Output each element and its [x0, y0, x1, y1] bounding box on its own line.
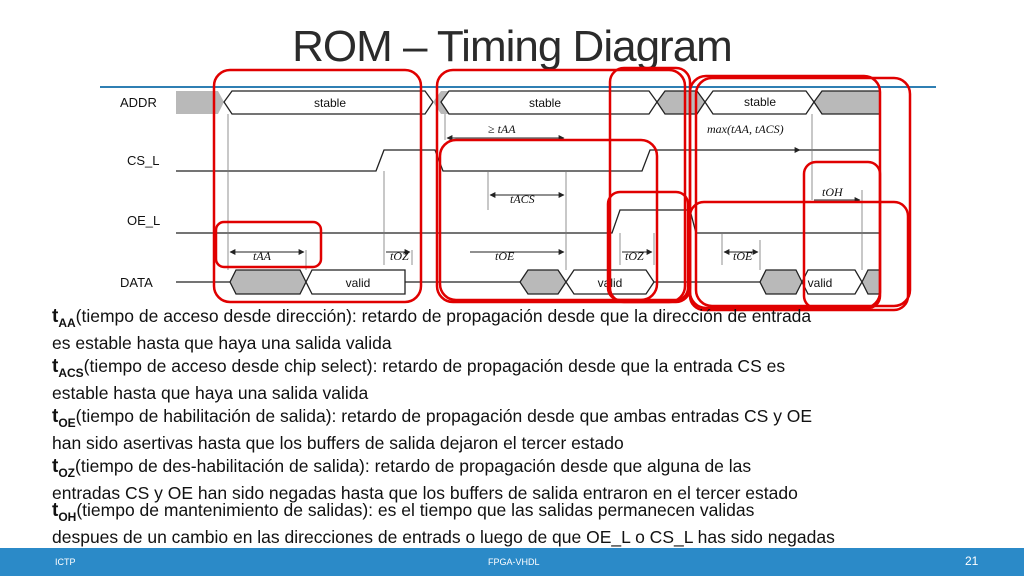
data-label-valid: valid	[345, 276, 371, 290]
addr-label-stable: stable	[313, 96, 347, 110]
timing-label-max: max(tAA, tACS)	[707, 122, 784, 136]
footer-left: ICTP	[55, 557, 76, 567]
timing-label-toz: tOZ	[625, 249, 644, 263]
timing-label-toe: tOE	[733, 249, 753, 263]
definition-term: $t_{OE}$	[52, 406, 76, 430]
definition-term: $t_{OZ}$	[52, 456, 75, 480]
signal-label-addr: ADDR	[120, 95, 157, 110]
addr-invalid-segment	[814, 91, 880, 114]
reference-lines	[228, 114, 862, 270]
definition-term: $t_{AA}$	[52, 306, 76, 330]
signal-label-cs: CS_L	[127, 153, 160, 168]
slide-title: ROM – Timing Diagram	[292, 22, 732, 71]
data-invalid-segment	[862, 270, 880, 294]
signal-label-oe: OE_L	[127, 213, 161, 228]
definition-tacs	[52, 356, 785, 403]
definition-text: es estable hasta que haya una salida valida	[52, 332, 392, 353]
definition-text: despues de un cambio en las direcciones de entrads o luego de que OE_L o CS_L has sido negadas	[52, 526, 835, 547]
timing-label-tacs: tACS	[510, 192, 535, 206]
definition-term: $t_{OH}$	[52, 500, 77, 524]
page-number: 21	[965, 554, 979, 568]
timing-label-toh: tOH	[822, 185, 843, 199]
data-invalid-segment	[230, 270, 306, 294]
timing-arrows	[230, 138, 860, 252]
timing-label-toe: tOE	[495, 249, 515, 263]
addr-invalid-segment	[657, 91, 705, 114]
definition-text: (tiempo de des-habilitación de salida): retardo de propagación desde que alguna de las	[75, 456, 752, 476]
data-waveform	[176, 270, 880, 294]
definition-text: (tiempo de mantenimiento de salidas): es el tiempo que las salidas permanecen validas	[76, 500, 755, 520]
definition-text: entradas CS y OE han sido negadas hasta que los buffers de salida entraron en el tercer estado	[52, 482, 798, 503]
data-label-valid: valid	[597, 276, 623, 290]
definition-term: $t_{ACS}$	[52, 356, 84, 380]
definition-toe	[52, 406, 812, 453]
footer-center: FPGA-VHDL	[488, 557, 540, 567]
timing-label-ge-taa: ≥ tAA	[488, 122, 516, 136]
timing-label-taa: tAA	[253, 249, 271, 263]
data-invalid-segment	[520, 270, 566, 294]
definition-text: (tiempo de acceso desde dirección): retardo de propagación desde que la dirección de entrada	[75, 306, 812, 326]
definition-text: han sido asertivas hasta que los buffers de salida dejaron el tercer estado	[52, 432, 624, 453]
definition-toh	[52, 500, 835, 547]
data-invalid-segment	[760, 270, 802, 294]
definition-text: estable hasta que haya una salida valida	[52, 382, 369, 403]
definition-text: (tiempo de acceso desde chip select): retardo de propagación desde que la entrada CS es	[83, 356, 786, 376]
timing-label-toz: tOZ	[390, 249, 409, 263]
addr-label-stable: stable	[528, 96, 562, 110]
cs-waveform	[176, 150, 880, 171]
definition-toz	[52, 456, 798, 503]
footer-bar	[0, 548, 1024, 576]
definition-text: (tiempo de habilitación de salida): retardo de propagación desde que ambas entradas CS y OE	[75, 406, 813, 426]
signal-label-data: DATA	[120, 275, 153, 290]
addr-label-stable: stable	[743, 95, 777, 109]
addr-invalid-segment	[176, 91, 224, 114]
definition-taa	[52, 306, 811, 353]
data-label-valid: valid	[807, 276, 833, 290]
